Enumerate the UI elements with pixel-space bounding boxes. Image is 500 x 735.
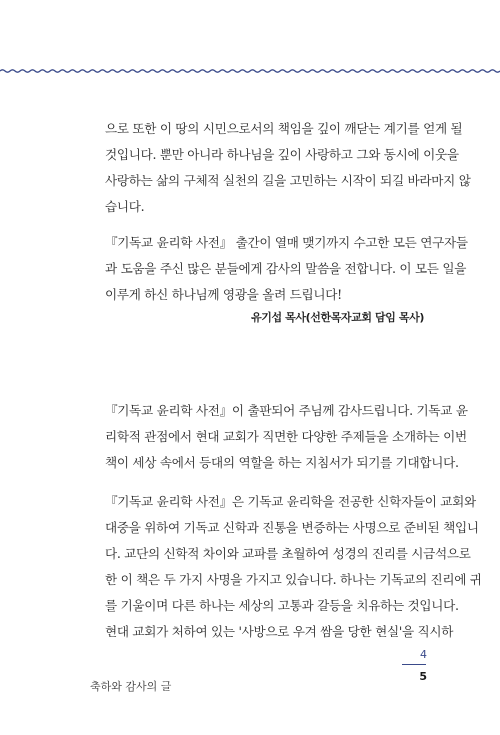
paragraph-closing-1 xyxy=(105,116,471,220)
page-number-previous: 4 xyxy=(420,648,427,661)
text-line: 으로 또한 이 땅의 시민으로서의 책임을 깊이 깨닫는 계기를 얻게 될 xyxy=(105,121,463,136)
text-line: 다. 교단의 신학적 차이와 교파를 초월하여 성경의 진리를 시금석으로 xyxy=(105,546,471,561)
paragraph-closing-2 xyxy=(105,230,468,308)
text-line: 『기독교 윤리학 사전』 출간이 열매 맺기까지 수고한 모든 연구자들 xyxy=(105,235,468,250)
text-line: 『기독교 윤리학 사전』은 기독교 윤리학을 전공한 신학자들이 교회와 xyxy=(105,494,476,509)
page-number-current: 5 xyxy=(419,670,427,683)
text-line: 과 도움을 주신 많은 분들에게 감사의 말씀을 전합니다. 이 모든 일을 xyxy=(105,261,467,276)
author-signature: 유기섭 목사(선한목자교회 담임 목사) xyxy=(251,311,424,324)
paragraph-intro xyxy=(105,398,468,476)
wavy-divider xyxy=(0,64,500,78)
text-line: 를 기울이며 다른 하나는 세상의 고통과 갈등을 치유하는 것입니다. xyxy=(105,598,459,613)
text-line: 습니다. xyxy=(105,199,145,214)
text-line: 리학적 관점에서 현대 교회가 직면한 다양한 주제들을 소개하는 이번 xyxy=(105,429,467,444)
page-number-divider xyxy=(402,664,426,665)
text-line: 이루게 하신 하나님께 영광을 올려 드립니다! xyxy=(105,287,342,302)
text-line: 것입니다. 뿐만 아니라 하나님을 깊이 사랑하고 그와 동시에 이웃을 xyxy=(105,147,459,162)
text-line: 대중을 위하여 기독교 신학과 진통을 변증하는 사명으로 준비된 책입니 xyxy=(105,520,479,535)
text-line: 책이 세상 속에서 등대의 역할을 하는 지침서가 되기를 기대합니다. xyxy=(105,455,459,470)
text-line: 사랑하는 삶의 구체적 실천의 길을 고민하는 시작이 되길 바라마지 않 xyxy=(105,173,471,188)
text-line: 한 이 책은 두 가지 사명을 가지고 있습니다. 하나는 기독교의 진리에 귀 xyxy=(105,572,482,587)
text-line: 현대 교회가 처하여 있는 '사방으로 우겨 쌈을 당한 현실'을 직시하 xyxy=(105,624,454,639)
paragraph-body xyxy=(105,489,482,645)
running-footer-title: 축하와 감사의 글 xyxy=(90,680,172,693)
text-line: 『기독교 윤리학 사전』이 출판되어 주님께 감사드립니다. 기독교 윤 xyxy=(105,403,468,418)
